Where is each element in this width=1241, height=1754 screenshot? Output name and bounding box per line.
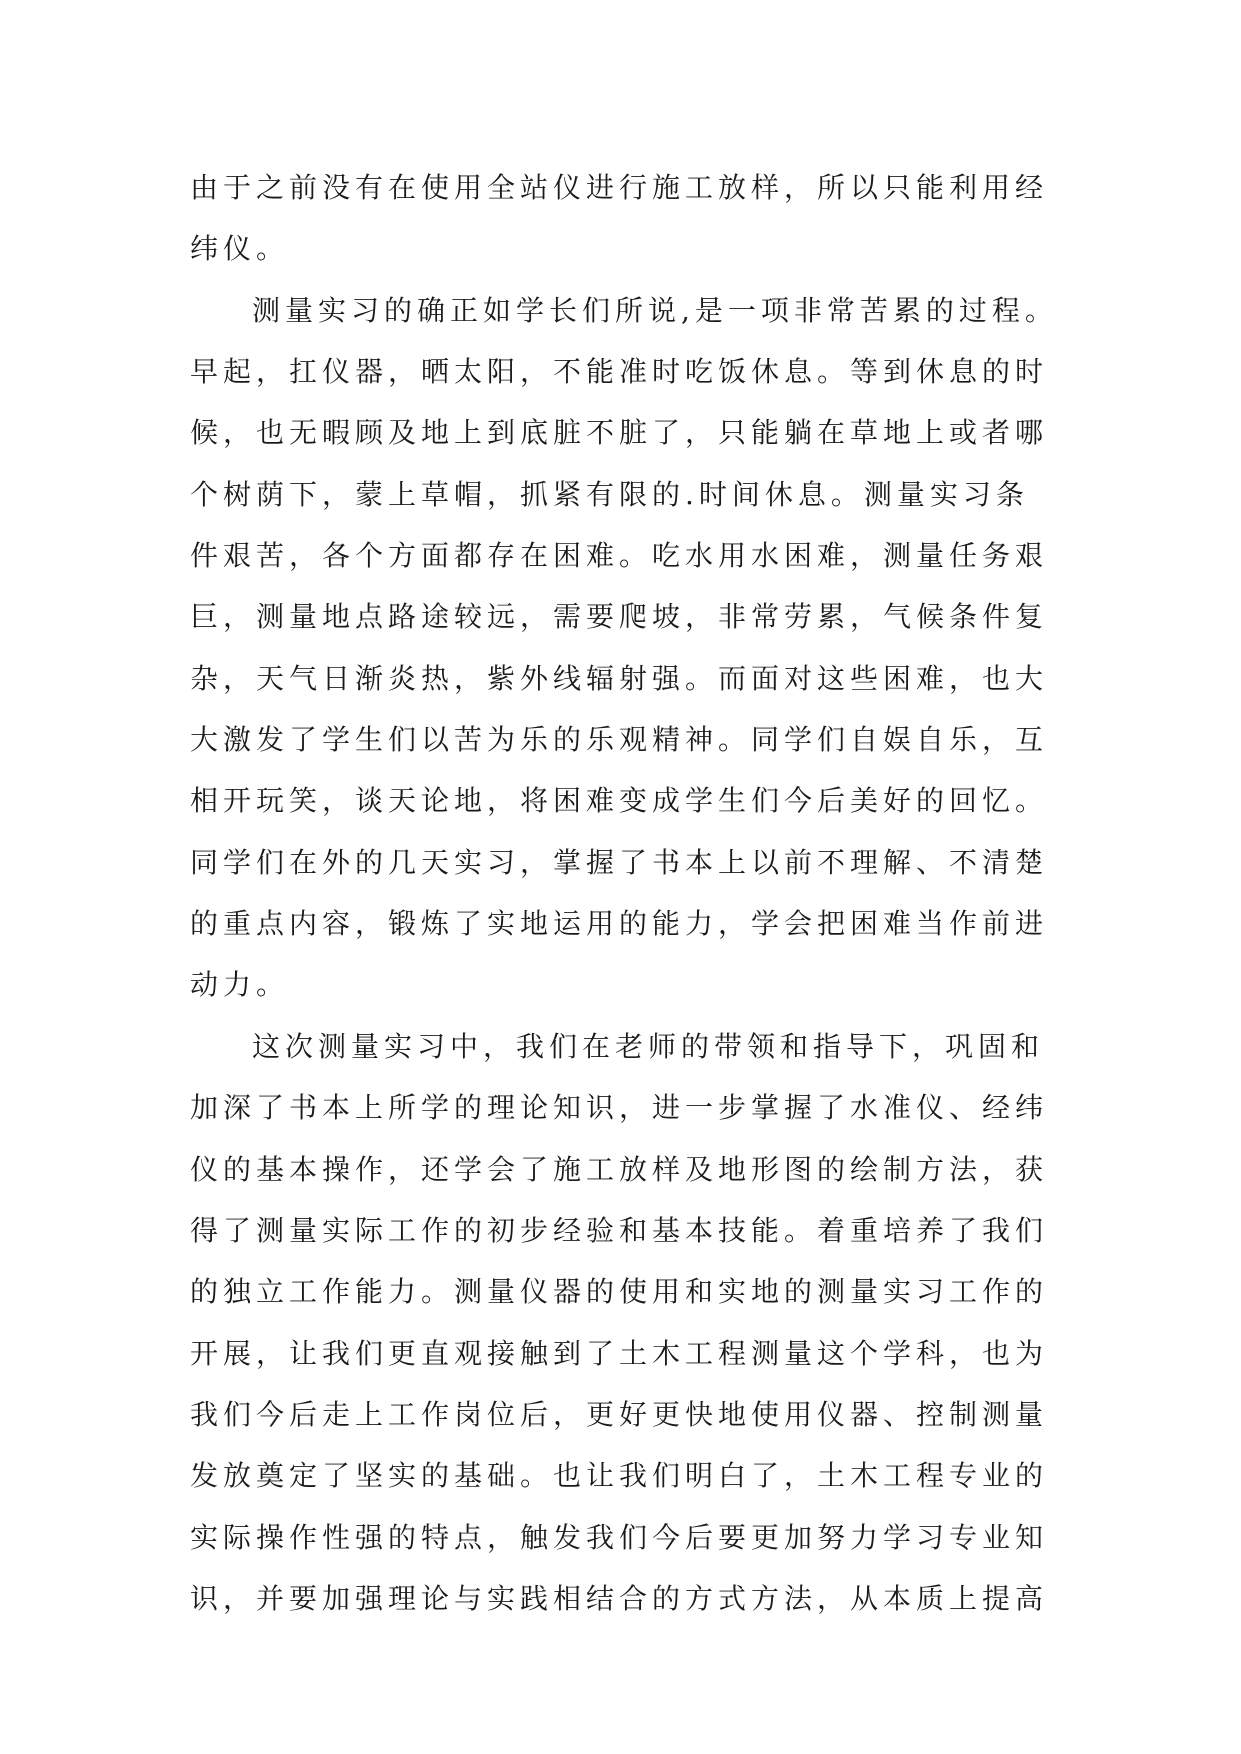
- text-line: 的独立工作能力。测量仪器的使用和实地的测量实习工作的: [190, 1275, 1049, 1309]
- text-line: 我们今后走上工作岗位后，更好更快地使用仪器、控制测量: [190, 1397, 1049, 1431]
- body-text: [190, 157, 1090, 1629]
- text-line: 同学们在外的几天实习，掌握了书本上以前不理解、不清楚: [190, 845, 1049, 879]
- text-line: 巨，测量地点路途较远，需要爬坡，非常劳累，气候条件复: [190, 600, 1049, 634]
- text-line: 大激发了学生们以苦为乐的乐观精神。同学们自娱自乐，互: [190, 723, 1049, 757]
- text-line: 识，并要加强理论与实践相结合的方式方法，从本质上提高: [190, 1581, 1049, 1615]
- text-line: 实际操作性强的特点，触发我们今后要更加努力学习专业知: [190, 1520, 1049, 1554]
- text-line: 候，也无暇顾及地上到底脏不脏了，只能躺在草地上或者哪: [190, 416, 1049, 450]
- text-line: 个树荫下，蒙上草帽，抓紧有限的.时间休息。测量实习条: [190, 477, 1029, 511]
- text-line: 动力。: [190, 968, 290, 1002]
- paragraph-start-line: 这次测量实习中，我们在老师的带领和指导下，巩固和: [252, 1029, 1045, 1063]
- text-line: 发放奠定了坚实的基础。也让我们明白了，土木工程专业的: [190, 1459, 1049, 1493]
- text-line: 得了测量实际工作的初步经验和基本技能。着重培养了我们: [190, 1213, 1049, 1247]
- paragraph-start-line: 测量实习的确正如学长们所说,是一项非常苦累的过程。: [252, 293, 1058, 327]
- text-line: 件艰苦，各个方面都存在困难。吃水用水困难，测量任务艰: [190, 539, 1049, 573]
- text-line: 相开玩笑，谈天论地，将困难变成学生们今后美好的回忆。: [190, 784, 1049, 818]
- text-line: 早起，扛仪器，晒太阳，不能准时吃饭休息。等到休息的时: [190, 355, 1049, 389]
- text-line: 开展，让我们更直观接触到了土木工程测量这个学科，也为: [190, 1336, 1049, 1370]
- text-line: 纬仪。: [190, 232, 290, 266]
- text-line: 由于之前没有在使用全站仪进行施工放样，所以只能利用经: [190, 171, 1049, 204]
- text-line: 仪的基本操作，还学会了施工放样及地形图的绘制方法，获: [190, 1152, 1049, 1186]
- text-line: 的重点内容，锻炼了实地运用的能力，学会把困难当作前进: [190, 907, 1049, 941]
- text-line: 加深了书本上所学的理论知识，进一步掌握了水准仪、经纬: [190, 1091, 1049, 1125]
- text-line: 杂，天气日渐炎热，紫外线辐射强。而面对这些困难，也大: [190, 661, 1049, 695]
